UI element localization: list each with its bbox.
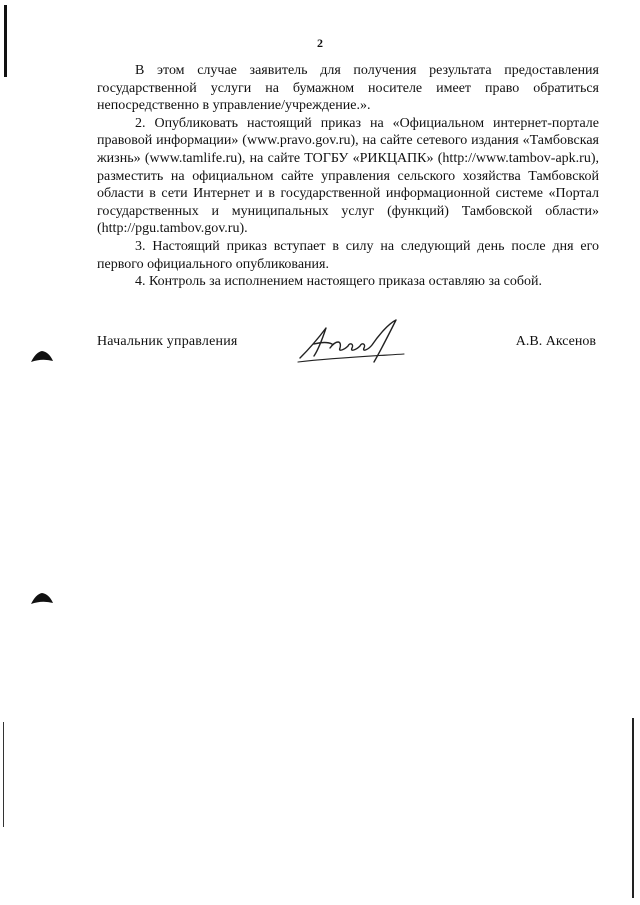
scan-edge-line-bottom-left	[3, 722, 4, 827]
punch-hole-mark-bottom	[30, 592, 54, 606]
page-number: 2	[317, 36, 323, 50]
scan-edge-line-bottom-right	[632, 718, 634, 898]
handwritten-signature	[292, 318, 412, 364]
signatory-position: Начальник управления	[97, 334, 238, 349]
paragraph-publication: 2. Опубликовать настоящий приказ на «Официальном интернет-портале правовой информации» (www.pravo.gov.ru), на сайте сетевого издания «Тамбовская жизнь» (www.tamlife.ru), на сайте ТОГБУ «РИКЦАПК» (http://www.tambov-apk.ru), разместить на официальном сайте управления сельского хозяйства Тамбовской области в сети Интернет и в государственной информационной системе «Портал государственных и муниципальных услуг (функций) Тамбовской области» (http://pgu.tambov.gov.ru).	[97, 115, 599, 237]
paragraph-effective-date: 3. Настоящий приказ вступает в силу на следующий день после дня его первого официального опубликования.	[97, 238, 599, 272]
document-body	[97, 62, 599, 291]
signatory-name: А.В. Аксенов	[515, 334, 596, 349]
punch-hole-mark-top	[30, 350, 54, 364]
signature-block	[97, 334, 599, 358]
paragraph-control: 4. Контроль за исполнением настоящего приказа оставляю за собой.	[135, 274, 543, 290]
paragraph-service-result: В этом случае заявитель для получения результата предоставления государственной услуги на бумажном носителе имеет право обратиться непосредственно в управление/учреждение.».	[97, 63, 599, 114]
